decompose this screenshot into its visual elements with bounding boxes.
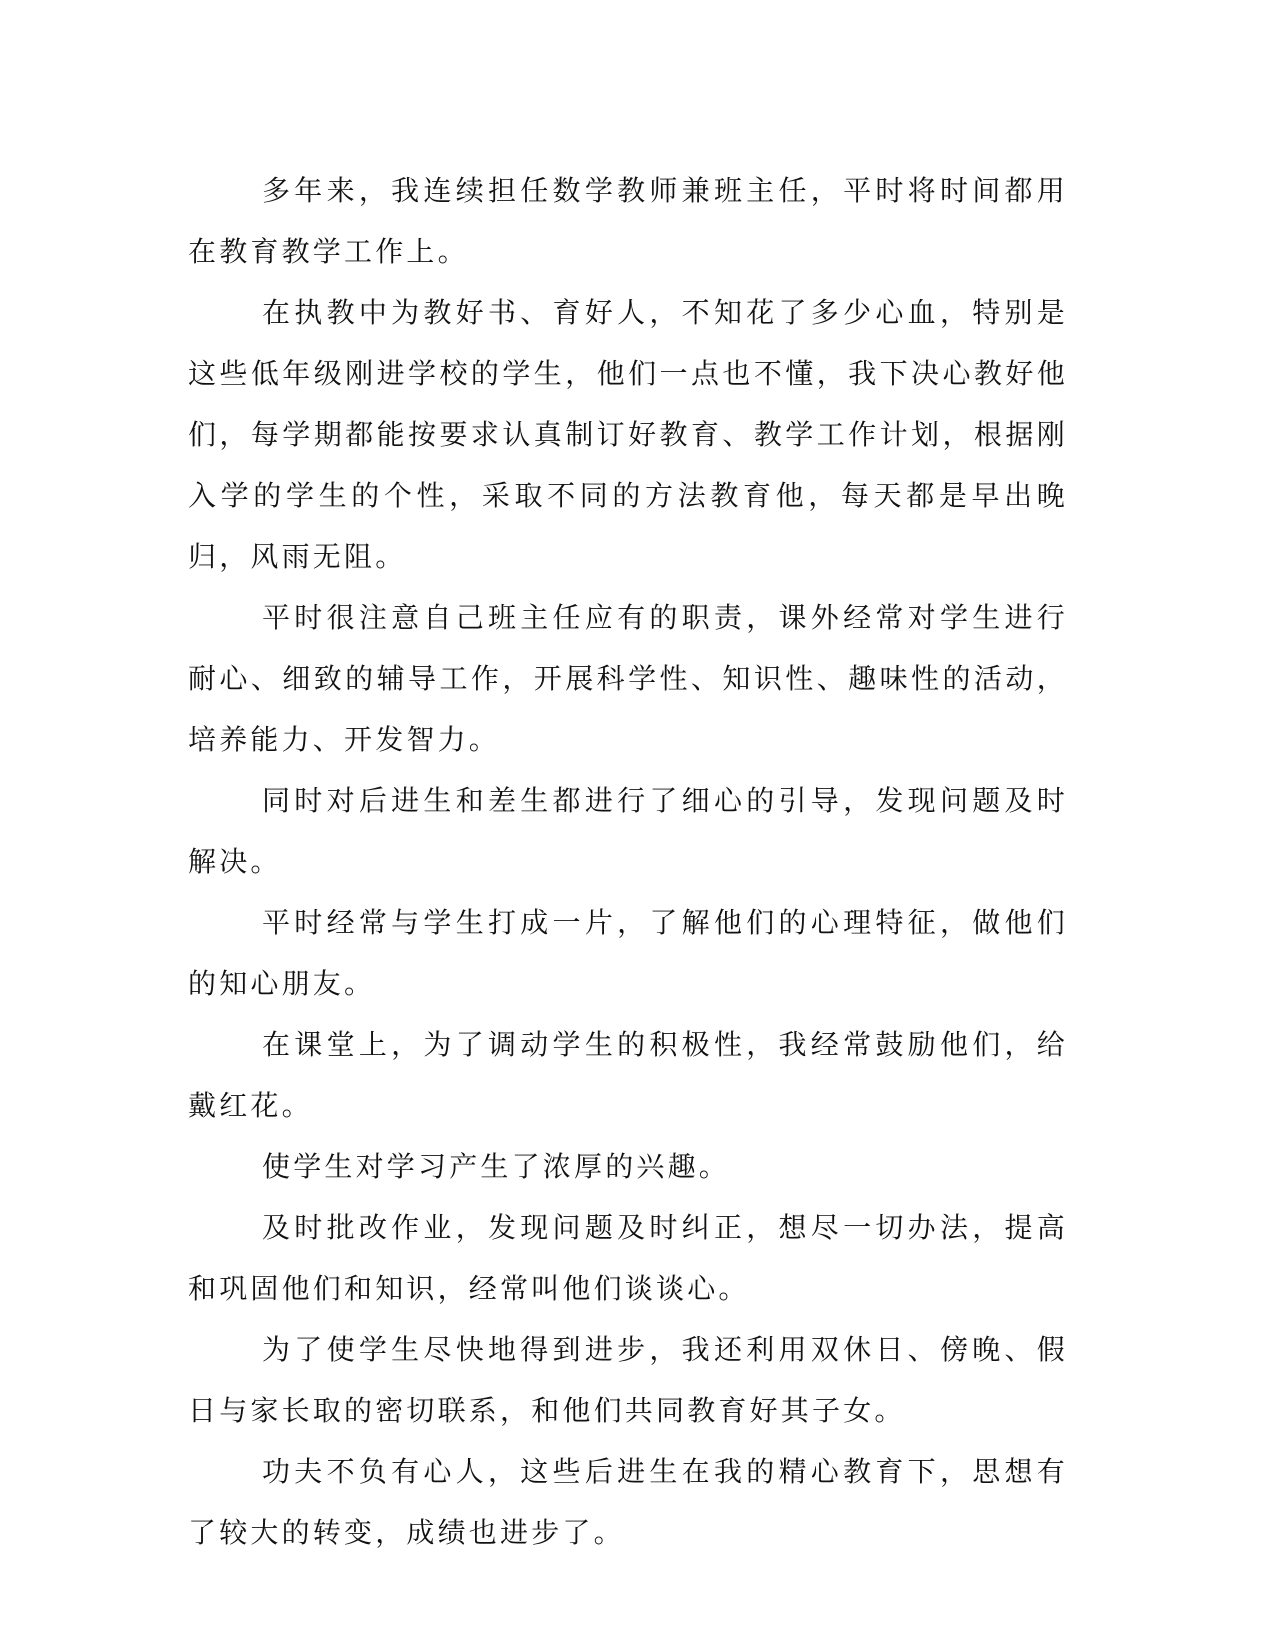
paragraph: 多年来，我连续担任数学教师兼班主任，平时将时间都用在教育教学工作上。 — [188, 174, 1068, 268]
paragraph: 平时经常与学生打成一片，了解他们的心理特征，做他们的知心朋友。 — [188, 906, 1068, 1000]
document-body — [188, 160, 1068, 1563]
paragraph: 在课堂上，为了调动学生的积极性，我经常鼓励他们，给戴红花。 — [188, 1028, 1068, 1122]
paragraph: 平时很注意自己班主任应有的职责，课外经常对学生进行耐心、细致的辅导工作，开展科学性、知识性、趣味性的活动，培养能力、开发智力。 — [188, 601, 1068, 756]
paragraph: 功夫不负有心人，这些后进生在我的精心教育下，思想有了较大的转变，成绩也进步了。 — [188, 1455, 1068, 1549]
paragraph: 及时批改作业，发现问题及时纠正，想尽一切办法，提高和巩固他们和知识，经常叫他们谈谈心。 — [188, 1211, 1068, 1305]
paragraph: 在执教中为教好书、育好人，不知花了多少心血，特别是这些低年级刚进学校的学生，他们一点也不懂，我下决心教好他们，每学期都能按要求认真制订好教育、教学工作计划，根据刚入学的学生的个性，采取不同的方法教育他，每天都是早出晚归，风雨无阻。 — [188, 296, 1068, 573]
paragraph: 使学生对学习产生了浓厚的兴趣。 — [262, 1150, 731, 1183]
paragraph: 为了使学生尽快地得到进步，我还利用双休日、傍晚、假日与家长取的密切联系，和他们共同教育好其子女。 — [188, 1333, 1068, 1427]
paragraph: 同时对后进生和差生都进行了细心的引导，发现问题及时解决。 — [188, 784, 1068, 878]
